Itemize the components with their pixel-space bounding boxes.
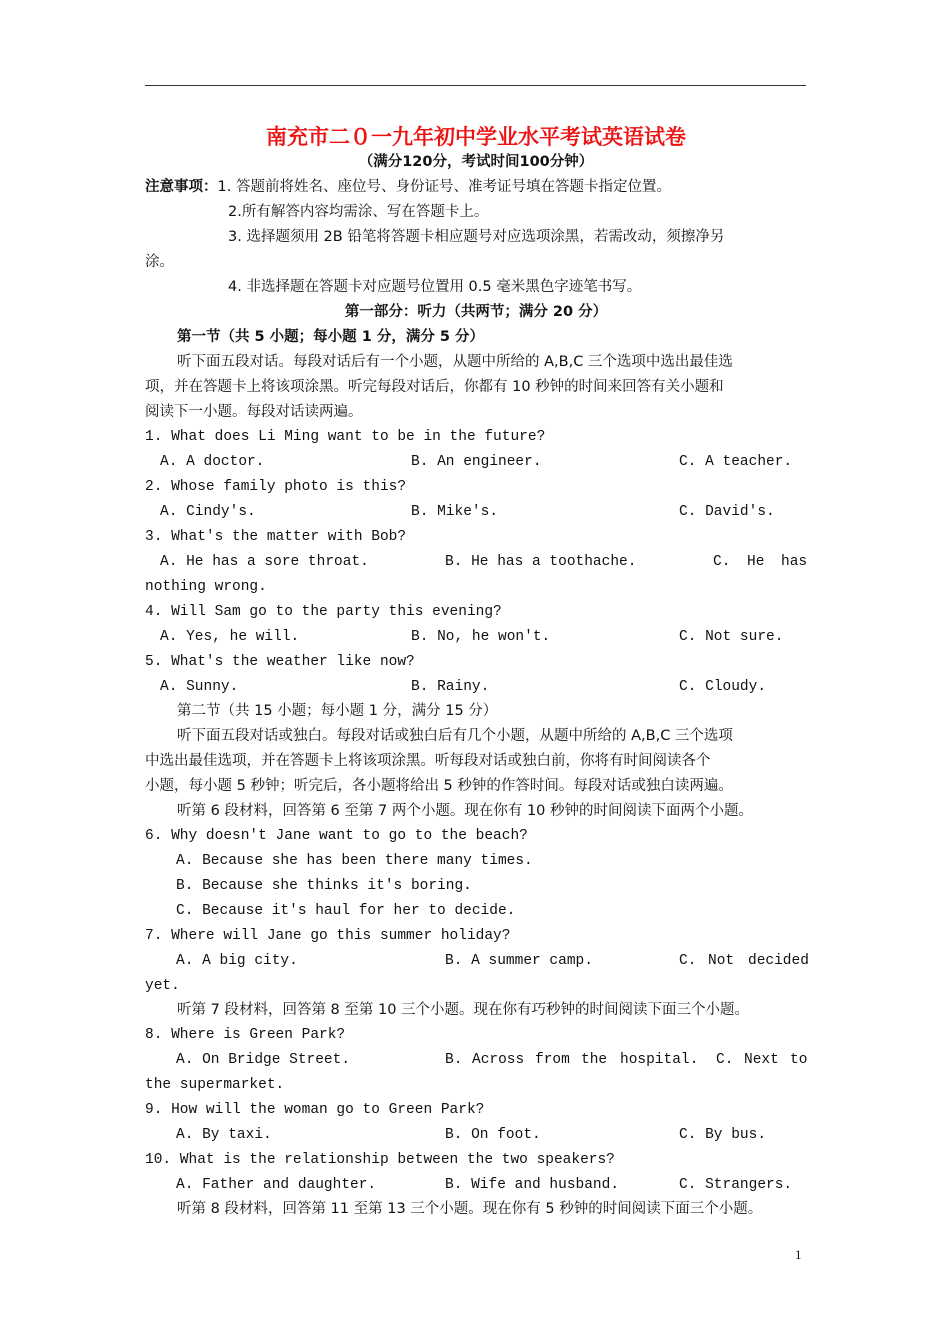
question-2-option-b[interactable]: B. Mike's. (411, 504, 499, 520)
question-10-option-a[interactable]: A. Father and daughter. (176, 1177, 377, 1193)
question-9-option-a[interactable]: A. By taxi. (176, 1127, 272, 1143)
question-7-stem: 7. Where will Jane go this summer holiday? (145, 928, 511, 944)
question-4-options (145, 625, 807, 649)
question-5-option-b[interactable]: B. Rainy. (411, 679, 490, 695)
question-3-stem: 3. What's the matter with Bob? (145, 529, 407, 545)
question-8-stem: 8. Where is Green Park? (145, 1027, 346, 1043)
question-2-stem: 2. Whose family photo is this? (145, 479, 407, 495)
question-3-options (145, 550, 807, 574)
question-3-option-c-cont: nothing wrong. (145, 579, 267, 595)
question-4-option-a[interactable]: A. Yes, he will. (160, 629, 300, 645)
section2-intro-3: 小题，每小题 5 秒钟；听完后，各小题将给出 5 秒钟的作答时间。每段对话或独白读两遍。 (145, 778, 733, 794)
question-7-option-c-cont: yet. (145, 978, 180, 994)
section1-heading: 第一节（共 5 小题；每小题 1 分，满分 5 分） (177, 329, 485, 345)
question-2-option-a[interactable]: A. Cindy's. (160, 504, 256, 520)
question-6-option-a[interactable]: A. Because she has been there many times. (176, 853, 533, 869)
question-4-option-b[interactable]: B. No, he won't. (411, 629, 551, 645)
question-8-option-b-word-3: the (581, 1052, 608, 1068)
question-8-option-b-word-1: Across (472, 1052, 525, 1068)
question-10-stem: 10. What is the relationship between the two speakers? (145, 1152, 615, 1168)
question-2-option-c[interactable]: C. David's. (679, 504, 775, 520)
question-3-option-c-label[interactable]: C. (713, 554, 731, 570)
question-5-option-c[interactable]: C. Cloudy. (679, 679, 767, 695)
question-2-options (145, 500, 807, 524)
note-3: 3. 选择题须用 2B 铅笔将答题卡相应题号对应选项涂黑，若需改动，须擦净另 (228, 229, 725, 245)
question-9-option-b[interactable]: B. On foot. (445, 1127, 541, 1143)
note-3-cont: 涂。 (145, 254, 174, 270)
note-1: 1. 答题前将姓名、座位号、身份证号、准考证号填在答题卡指定位置。 (217, 179, 671, 195)
section2-intro-1: 听下面五段对话或独白。每段对话或独白后有几个小题，从题中所给的 A,B,C 三个选项 (177, 728, 733, 744)
question-8-option-b-word-2: from (535, 1052, 570, 1068)
question-5-option-a[interactable]: A. Sunny. (160, 679, 239, 695)
question-8-option-c-label[interactable]: C. (716, 1052, 734, 1068)
page-number: 1 (795, 1247, 802, 1262)
question-10-option-b[interactable]: B. Wife and husband. (445, 1177, 620, 1193)
question-7-option-c-label[interactable]: C. (679, 953, 697, 969)
question-5-options (145, 675, 807, 699)
question-8-option-b-word-4: hospital. (620, 1052, 699, 1068)
question-6-stem: 6. Why doesn't Jane want to go to the beach? (145, 828, 528, 844)
section1-intro-2: 项，并在答题卡上将该项涂黑。听完每段对话后，你都有 10 秒钟的时间来回答有关小题和 (145, 379, 724, 395)
material-7-instruction: 听第 7 段材料，回答第 8 至第 10 三个小题。现在你有巧秒钟的时间阅读下面三个小题。 (177, 1002, 750, 1018)
material-6-instruction: 听第 6 段材料，回答第 6 至第 7 两个小题。现在你有 10 秒钟的时间阅读下面两个小题。 (177, 803, 753, 819)
question-9-option-c[interactable]: C. By bus. (679, 1127, 767, 1143)
section1-intro-3: 阅读下一小题。每段对话读两遍。 (145, 404, 363, 420)
note-2: 2.所有解答内容均需涂、写在答题卡上。 (228, 204, 489, 220)
exam-title: 南充市二０一九年初中学业水平考试英语试卷 (266, 125, 686, 149)
question-9-options (145, 1123, 807, 1147)
question-8-option-c-word-1: Next (744, 1052, 779, 1068)
question-4-stem: 4. Will Sam go to the party this evening? (145, 604, 502, 620)
question-1-option-a[interactable]: A. A doctor. (160, 454, 265, 470)
question-9-stem: 9. How will the woman go to Green Park? (145, 1102, 485, 1118)
section2-heading: 第二节（共 15 小题；每小题 1 分，满分 15 分） (177, 703, 498, 719)
header-rule (145, 85, 806, 86)
question-10-options (145, 1173, 807, 1197)
question-7-option-c-word-2: decided (748, 953, 809, 969)
question-8-option-c-word-2: to (790, 1052, 808, 1068)
notes-label: 注意事项： (145, 179, 218, 195)
question-3-option-c-word-1: He (747, 554, 765, 570)
question-8-option-a[interactable]: A. On Bridge Street. (176, 1052, 351, 1068)
question-1-options (145, 450, 807, 474)
question-1-option-c[interactable]: C. A teacher. (679, 454, 793, 470)
question-1-option-b[interactable]: B. An engineer. (411, 454, 542, 470)
question-7-option-b[interactable]: B. A summer camp. (445, 953, 593, 969)
question-8-options (145, 1048, 807, 1072)
question-10-option-c[interactable]: C. Strangers. (679, 1177, 793, 1193)
section1-intro-1: 听下面五段对话。每段对话后有一个小题，从题中所给的 A,B,C 三个选项中选出最佳选 (177, 354, 733, 370)
question-8-option-b-label[interactable]: B. (445, 1052, 463, 1068)
question-3-option-b[interactable]: B. He has a toothache. (445, 554, 637, 570)
question-1-stem: 1. What does Li Ming want to be in the future? (145, 429, 546, 445)
part1-heading: 第一部分：听力（共两节；满分 20 分） (344, 304, 608, 320)
question-3-option-c-word-2: has (781, 554, 808, 570)
question-5-stem: 5. What's the weather like now? (145, 654, 415, 670)
note-4: 4. 非选择题在答题卡对应题号位置用 0.5 毫米黑色字迹笔书写。 (228, 279, 642, 295)
question-7-option-c-word-1: Not (708, 953, 735, 969)
question-6-option-b[interactable]: B. Because she thinks it's boring. (176, 878, 472, 894)
question-7-options (145, 949, 807, 973)
question-8-option-c-cont: the supermarket. (145, 1077, 285, 1093)
exam-subtitle: （满分120分，考试时间100分钟） (358, 154, 594, 170)
question-4-option-c[interactable]: C. Not sure. (679, 629, 784, 645)
question-3-option-a[interactable]: A. He has a sore throat. (160, 554, 369, 570)
question-7-option-a[interactable]: A. A big city. (176, 953, 298, 969)
material-8-instruction: 听第 8 段材料，回答第 11 至第 13 三个小题。现在你有 5 秒钟的时间阅读下面三个小题。 (177, 1201, 763, 1217)
question-6-option-c[interactable]: C. Because it's haul for her to decide. (176, 903, 516, 919)
notes-line-1 (145, 175, 807, 199)
section2-intro-2: 中选出最佳选项，并在答题卡上将该项涂黑。听每段对话或独白前，你将有时间阅读各个 (145, 753, 711, 769)
